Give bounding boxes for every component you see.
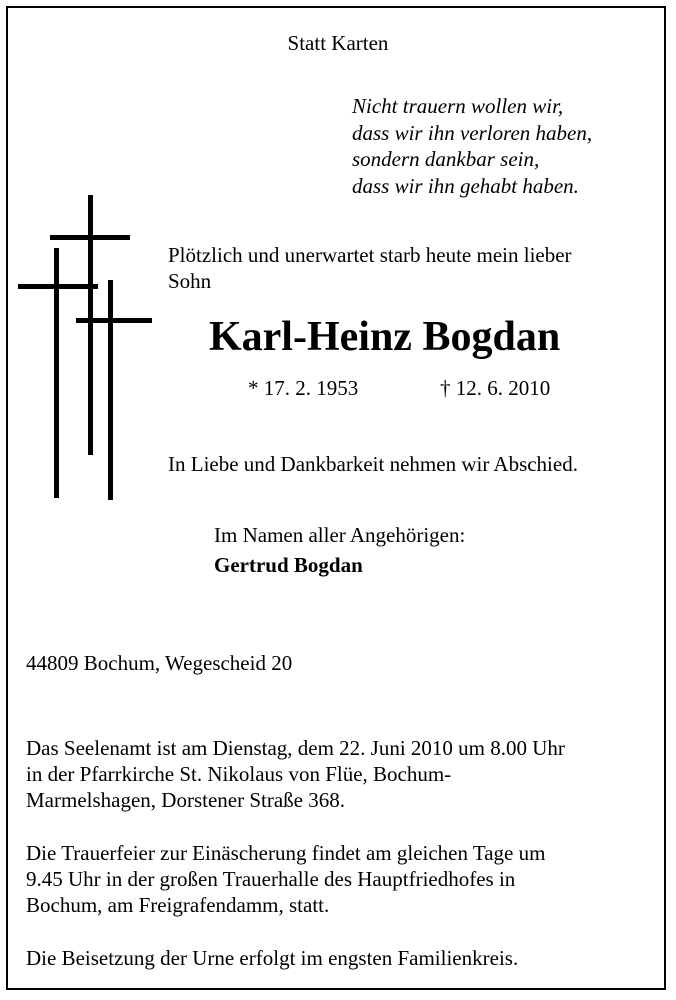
cross-middle-vertical — [88, 195, 93, 455]
three-crosses-icon — [14, 190, 154, 502]
poem-line: Nicht trauern wollen wir, — [352, 94, 564, 118]
signoff-text: Im Namen aller Angehörigen: — [214, 523, 466, 547]
cross-middle-horizontal — [50, 235, 130, 240]
farewell-text: In Liebe und Dankbarkeit nehmen wir Abschied. — [168, 452, 578, 476]
paragraph-line: in der Pfarrkirche St. Nikolaus von Flüe, Bochum- — [26, 762, 452, 786]
paragraph-line: Die Trauerfeier zur Einäscherung findet am gleichen Tage um — [26, 841, 546, 865]
cross-right-vertical — [108, 280, 113, 500]
paragraph-line: Bochum, am Freigrafendamm, statt. — [26, 893, 330, 917]
death-date: † 12. 6. 2010 — [440, 376, 551, 400]
intro-line: Sohn — [168, 269, 212, 293]
paragraph-line: Das Seelenamt ist am Dienstag, dem 22. Juni 2010 um 8.00 Uhr — [26, 736, 565, 760]
burial-paragraph — [26, 945, 518, 971]
funeral-paragraph — [26, 840, 545, 918]
deceased-name: Karl-Heinz Bogdan — [209, 314, 561, 360]
memorial-poem — [352, 93, 592, 199]
signer-name: Gertrud Bogdan — [214, 553, 363, 577]
notice-header: Statt Karten — [287, 31, 389, 55]
cross-left-horizontal — [18, 284, 98, 289]
birth-date: * 17. 2. 1953 — [248, 376, 359, 400]
death-announcement — [168, 242, 572, 294]
poem-line: dass wir ihn gehabt haben. — [352, 173, 579, 198]
paragraph-line: Die Beisetzung der Urne erfolgt im engsten Familienkreis. — [26, 946, 519, 970]
requiem-paragraph — [26, 735, 565, 813]
intro-line: Plötzlich und unerwartet starb heute mein lieber — [168, 243, 572, 267]
paragraph-line: Marmelshagen, Dorstener Straße 368. — [26, 788, 345, 812]
poem-line: sondern dankbar sein, — [352, 147, 540, 171]
cross-right-horizontal — [76, 318, 152, 323]
paragraph-line: 9.45 Uhr in der großen Trauerhalle des Hauptfriedhofes in — [26, 867, 516, 891]
poem-line: dass wir ihn verloren haben, — [352, 120, 593, 145]
address: 44809 Bochum, Wegescheid 20 — [26, 651, 293, 675]
